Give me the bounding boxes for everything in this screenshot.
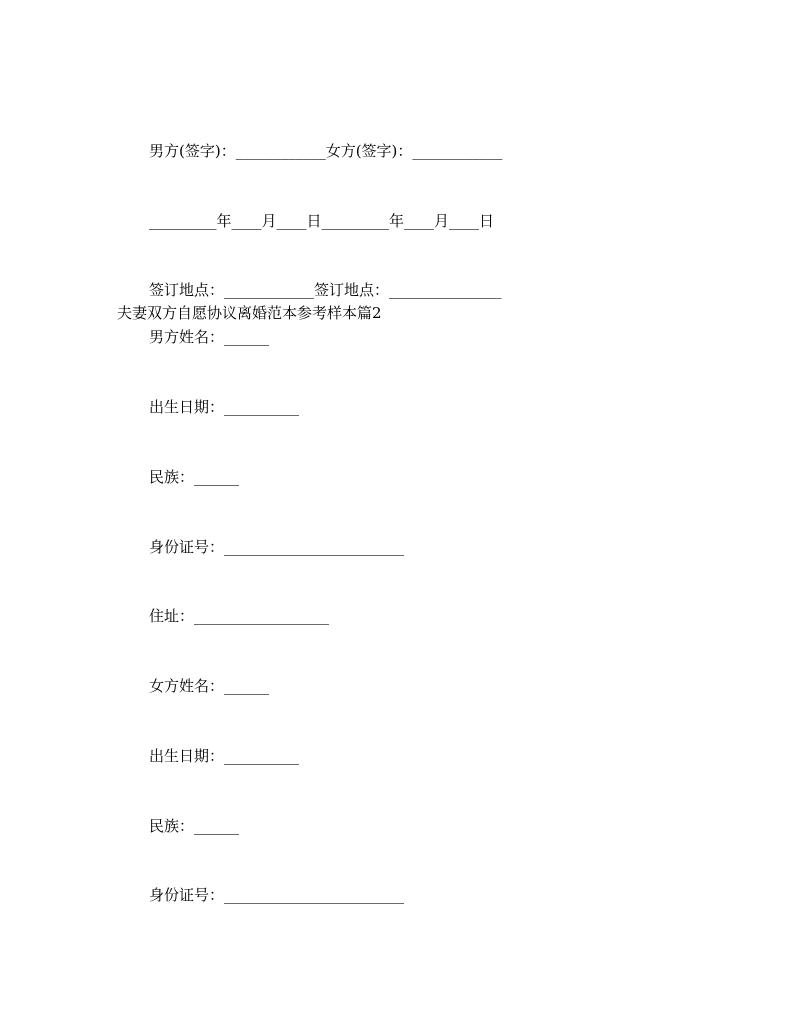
female-id-number-field: 身份证号：________________________ (149, 886, 405, 904)
signing-place-line: 签订地点：____________签订地点：_______________ (149, 281, 502, 299)
male-birth-date-field: 出生日期：__________ (149, 398, 300, 416)
female-ethnicity-field: 民族：______ (149, 817, 240, 835)
female-name-field: 女方姓名：______ (149, 677, 270, 695)
male-address-field: 住址：__________________ (149, 607, 330, 625)
date-line: _________年____月____日_________年____月____日 (149, 212, 495, 230)
signature-line: 男方(签字)：____________女方(签字)：____________ (149, 142, 503, 160)
male-ethnicity-field: 民族：______ (149, 468, 240, 486)
male-name-field: 男方姓名：______ (149, 328, 270, 346)
female-birth-date-field: 出生日期：__________ (149, 747, 300, 765)
male-id-number-field: 身份证号：________________________ (149, 538, 405, 556)
section-title: 夫妻双方自愿协议离婚范本参考样本篇2 (117, 304, 382, 322)
